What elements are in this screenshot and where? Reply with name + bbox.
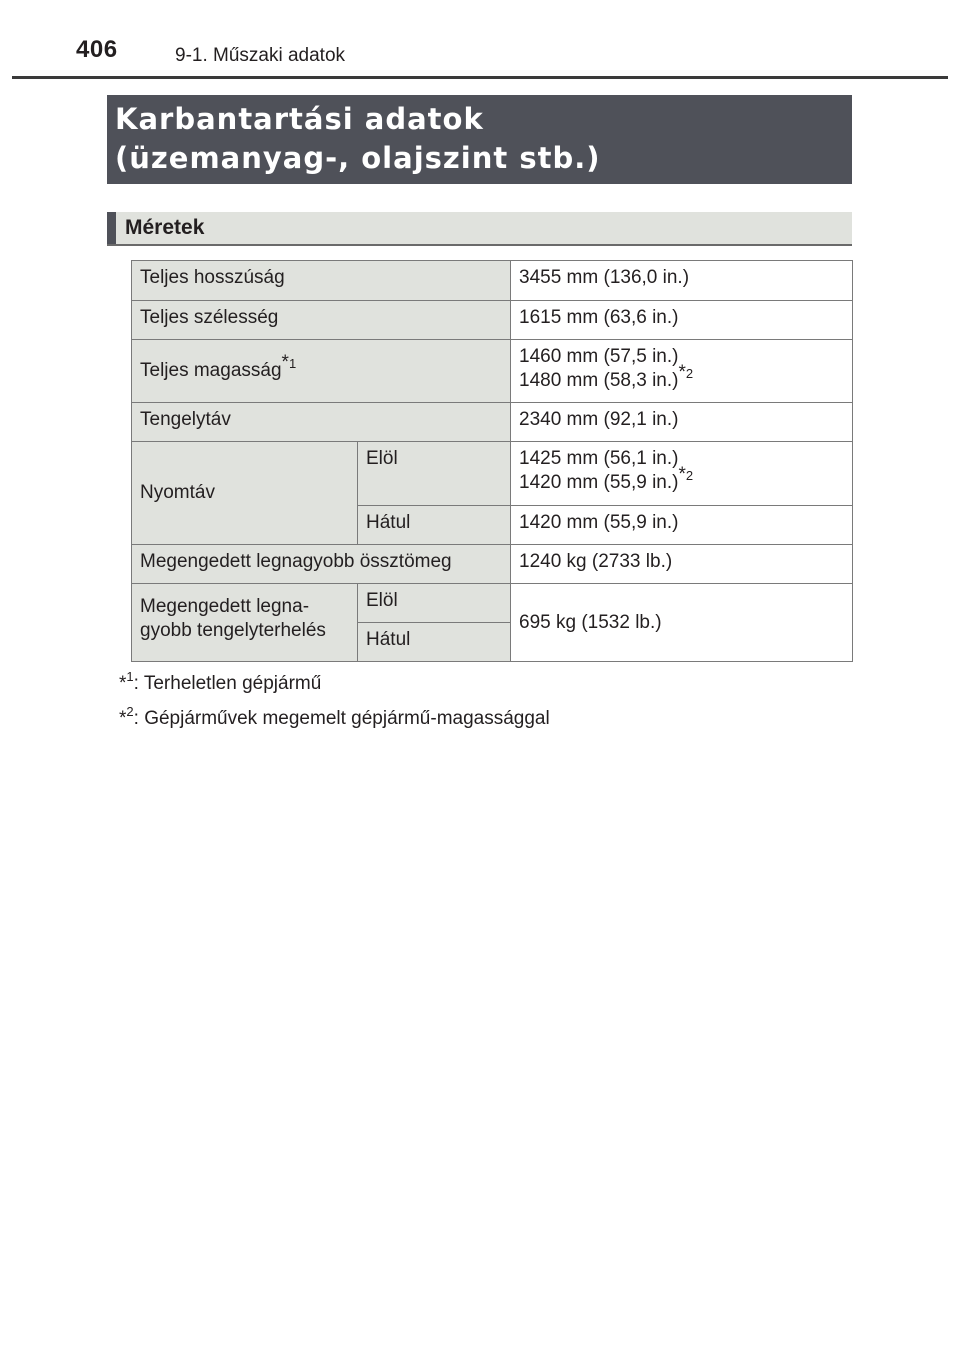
overall-length-value: 3455 mm (136,0 in.) — [511, 261, 853, 301]
subsection-heading — [107, 212, 852, 246]
axle-load-value: 695 kg (1532 lb.) — [511, 584, 853, 662]
header-divider — [12, 76, 948, 79]
overall-height-value — [511, 340, 853, 403]
footnote-ref-number: 2 — [685, 366, 694, 381]
section-title — [107, 95, 852, 184]
overall-width-value: 1615 mm (63,6 in.) — [511, 301, 853, 340]
page-number: 406 — [76, 36, 118, 63]
footnote-ref-number: 1 — [288, 356, 297, 371]
tread-rear-label: Hátul — [358, 506, 511, 545]
table-row — [132, 442, 853, 506]
asterisk: * — [678, 362, 686, 383]
tread-front-value-line2-text: 1420 mm (55,9 in.) — [519, 472, 679, 493]
overall-height-label — [132, 340, 511, 403]
asterisk: * — [119, 708, 127, 729]
axle-load-label — [132, 584, 358, 662]
chapter-title: 9-1. Műszaki adatok — [175, 45, 346, 66]
axle-load-label-line1: Megengedett legna- — [140, 596, 310, 617]
wheelbase-value: 2340 mm (92,1 in.) — [511, 403, 853, 442]
section-title-line1: Karbantartási adatok — [115, 102, 484, 136]
overall-width-label: Teljes szélesség — [132, 301, 511, 340]
axle-load-label-line2: gyobb tengelyterhelés — [140, 620, 326, 641]
overall-length-label: Teljes hosszúság — [132, 261, 511, 301]
footnote-ref-number: 2 — [685, 468, 694, 483]
footnote-ref — [281, 352, 297, 373]
tread-rear-value: 1420 mm (55,9 in.) — [511, 506, 853, 545]
tread-front-value-line2 — [519, 464, 844, 495]
gross-weight-value: 1240 kg (2733 lb.) — [511, 545, 853, 584]
tread-front-label: Elöl — [358, 442, 511, 506]
subsection-accent-bar — [107, 212, 116, 244]
section-title-line2: (üzemanyag-, olajszint stb.) — [115, 141, 601, 175]
footnote-ref — [678, 464, 694, 485]
axle-load-front-label: Elöl — [358, 584, 511, 623]
axle-load-rear-label: Hátul — [358, 623, 511, 662]
tread-front-value — [511, 442, 853, 506]
footnote-ref — [678, 362, 694, 383]
footnote-number: 1 — [126, 669, 134, 684]
footnote-number: 2 — [126, 704, 134, 719]
table-row — [132, 584, 853, 623]
table-row — [132, 340, 853, 403]
overall-height-label-text: Teljes magasság — [140, 360, 282, 381]
wheelbase-label: Tengelytáv — [132, 403, 511, 442]
tread-front-value-line1: 1425 mm (56,1 in.) — [519, 448, 679, 469]
asterisk: * — [119, 673, 127, 694]
footnote-2-text: : Gépjárművek megemelt gépjármű-magassággal — [133, 708, 550, 729]
asterisk: * — [281, 352, 289, 373]
asterisk: * — [678, 464, 686, 485]
footnote-2 — [119, 704, 550, 730]
gross-weight-label: Megengedett legnagyobb össztömeg — [132, 545, 511, 584]
footnote-1-text: : Terheletlen gépjármű — [133, 673, 322, 694]
table-row — [132, 261, 853, 301]
overall-height-value-line1: 1460 mm (57,5 in.) — [519, 346, 679, 367]
dimensions-table — [131, 260, 853, 662]
overall-height-value-line2-text: 1480 mm (58,3 in.) — [519, 370, 679, 391]
table-row — [132, 403, 853, 442]
tread-label: Nyomtáv — [132, 442, 358, 545]
subsection-title: Méretek — [125, 216, 205, 239]
table-row — [132, 301, 853, 340]
overall-height-value-line2 — [519, 362, 844, 393]
table-row — [132, 545, 853, 584]
footnote-1 — [119, 669, 322, 695]
